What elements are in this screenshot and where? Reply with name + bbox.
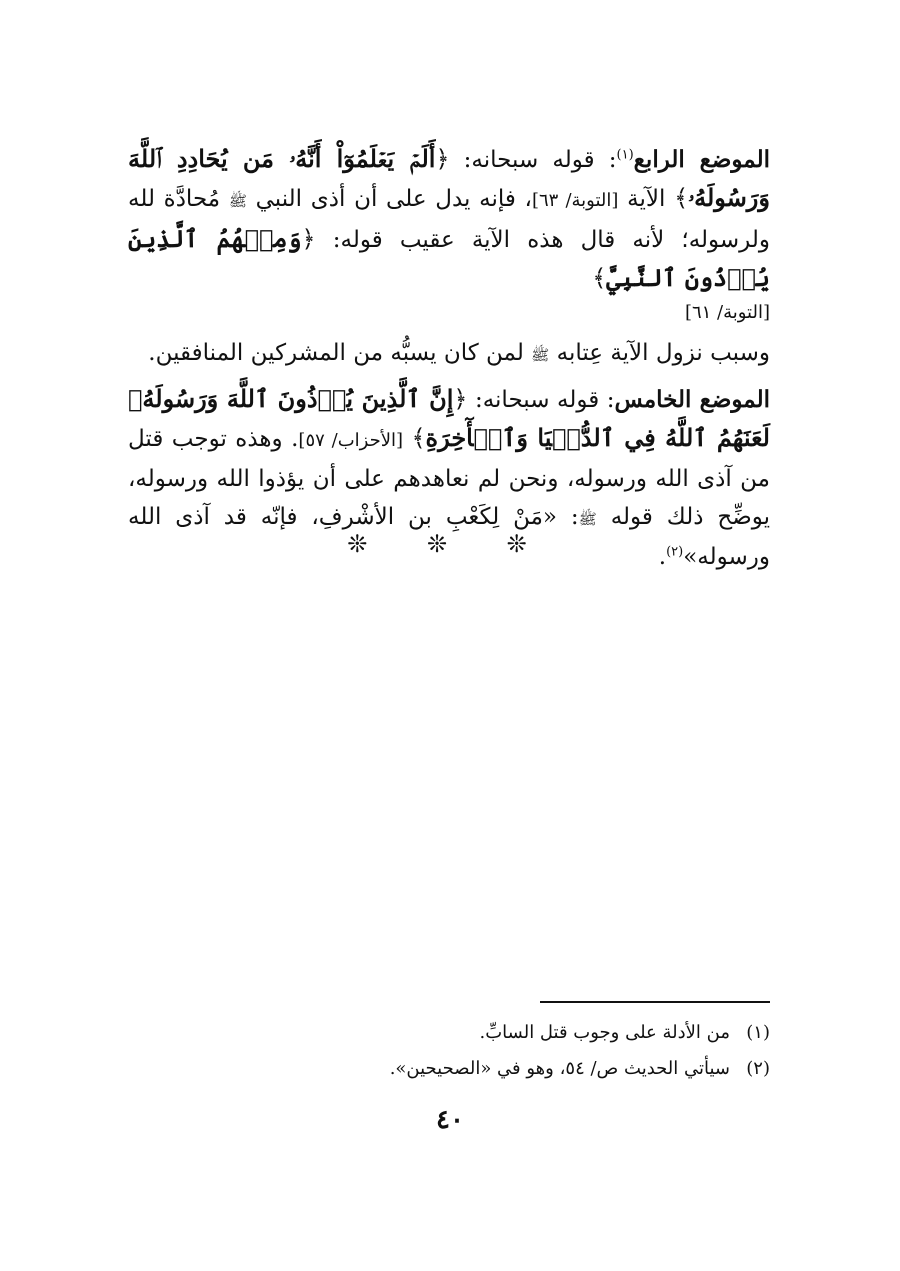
body-text: وسبب نزول الآية عِتابه <box>549 340 770 366</box>
footnote-text: سيأتي الحديث ص/ ٥٤، وهو في «الصحيحين». <box>389 1058 730 1079</box>
verse-reference: [الأحزاب/ ٥٧] <box>298 430 403 451</box>
footnote-ref: (٢) <box>666 544 684 560</box>
quran-verse: وَمِنۡهُمُ ٱلَّذِينَ يُؤۡذُونَ ٱلنَّبِيَّ <box>128 224 770 292</box>
footnote-divider <box>540 1001 770 1003</box>
footnote-number: (٢) <box>746 1058 770 1079</box>
verse-reference: [التوبة/ ٦١] <box>684 302 770 323</box>
ornate-bracket-open: ﴿ <box>301 225 316 253</box>
intro-text: : قوله سبحانه: <box>467 387 615 413</box>
body-text: . <box>658 544 667 570</box>
paragraph-section-4 <box>128 140 770 328</box>
ornate-bracket-close: ﴾ <box>674 184 689 212</box>
salutation-glyph: ﷺ <box>578 510 597 528</box>
body-text: مُحادَّة لله ولرسوله؛ لأنه قال هذه الآية عقيب قوله: <box>128 186 770 253</box>
salutation-glyph: ﷺ <box>228 192 247 210</box>
footnote-ref: (١) <box>616 147 634 163</box>
ornate-bracket-open: ﴿ <box>435 145 450 173</box>
section-separator: ❊ ❊ ❊ <box>347 530 553 558</box>
ornate-bracket-open: ﴿ <box>453 385 468 413</box>
salutation-glyph: ﷺ <box>531 346 550 364</box>
quran-verse: أَلَمۡ يَعۡلَمُوٓاْ أَنَّهُۥ مَن يُحَادِدِ ٱللَّهَ وَرَسُولَهُۥ <box>128 144 770 212</box>
hadith-quote: : «مَنْ لِكَعْبِ بن الأشْرفِ، فإنّه قد آذى الله ورسوله» <box>128 504 770 570</box>
verse-reference: [التوبة/ ٦٣] <box>531 190 619 211</box>
body-text: لمن كان يسبُّه من المشركين المنافقين. <box>148 340 532 366</box>
quran-verse: إِنَّ ٱلَّذِينَ يُؤۡذُونَ ٱللَّهَ وَرَسُولَهُۥ لَعَنَهُمُ ٱللَّهُ فِي ٱلدُّنۡيَا وَٱلۡأٓخِرَةِ <box>128 384 770 452</box>
page-number: ٤٠ <box>436 1105 464 1135</box>
main-text <box>128 140 770 576</box>
body-text: . وهذه توجب قتل من آذى الله ورسوله، ونحن لم نعاهدهم على أن يؤذوا الله ورسوله، يوضِّح ذلك قوله <box>128 426 771 530</box>
ornate-bracket-close: ﴾ <box>411 424 426 452</box>
section-heading: الموضع الرابع <box>633 146 771 173</box>
paragraph-reason <box>128 334 770 374</box>
footnote-text: من الأدلة على وجوب قتل السابِّ. <box>479 1022 730 1043</box>
ornate-bracket-close: ﴾ <box>592 264 607 292</box>
body-text: الآية <box>618 186 675 212</box>
footnote-item <box>128 1015 770 1051</box>
body-text: ، فإنه يدل على أن أذى النبي <box>246 186 532 212</box>
footnotes <box>128 1015 770 1087</box>
section-heading: الموضع الخامس <box>614 386 770 413</box>
intro-text: : قوله سبحانه: <box>449 147 617 173</box>
footnote-number: (١) <box>746 1022 770 1043</box>
footnote-item <box>128 1051 770 1087</box>
